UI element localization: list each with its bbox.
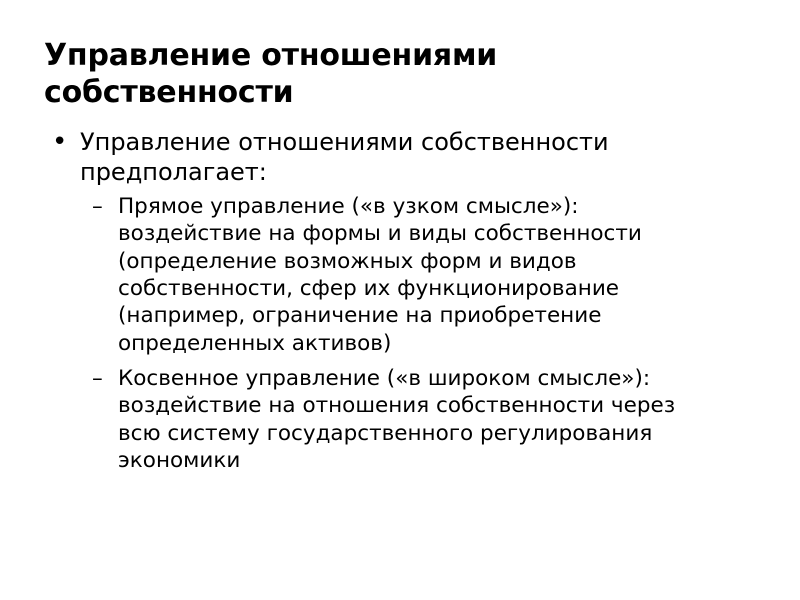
list-item	[44, 127, 720, 474]
dash-bullet-icon: –	[92, 194, 103, 220]
dash-bullet-icon: –	[92, 365, 103, 391]
bullet-point-icon: •	[52, 127, 68, 158]
sub-list-item-text: Косвенное управление («в широком смысле»): воздействие на отношения собственности через всю систему государственного регулирования экономики	[118, 365, 676, 473]
page-title: Управление отношениями собственности	[44, 38, 498, 110]
sub-list	[80, 193, 720, 474]
sub-list-item	[80, 365, 720, 474]
sub-list-item	[80, 193, 720, 357]
slide-body-list	[44, 127, 756, 474]
list-item-text: Управление отношениями собственности предполагает:	[80, 128, 609, 187]
sub-list-item-text: Прямое управление («в узком смысле»): воздействие на формы и виды собственности (определение возможных форм и видов собственности, сфер их функционирование (например, ограничение на приобретение определенных активов)	[118, 194, 642, 356]
